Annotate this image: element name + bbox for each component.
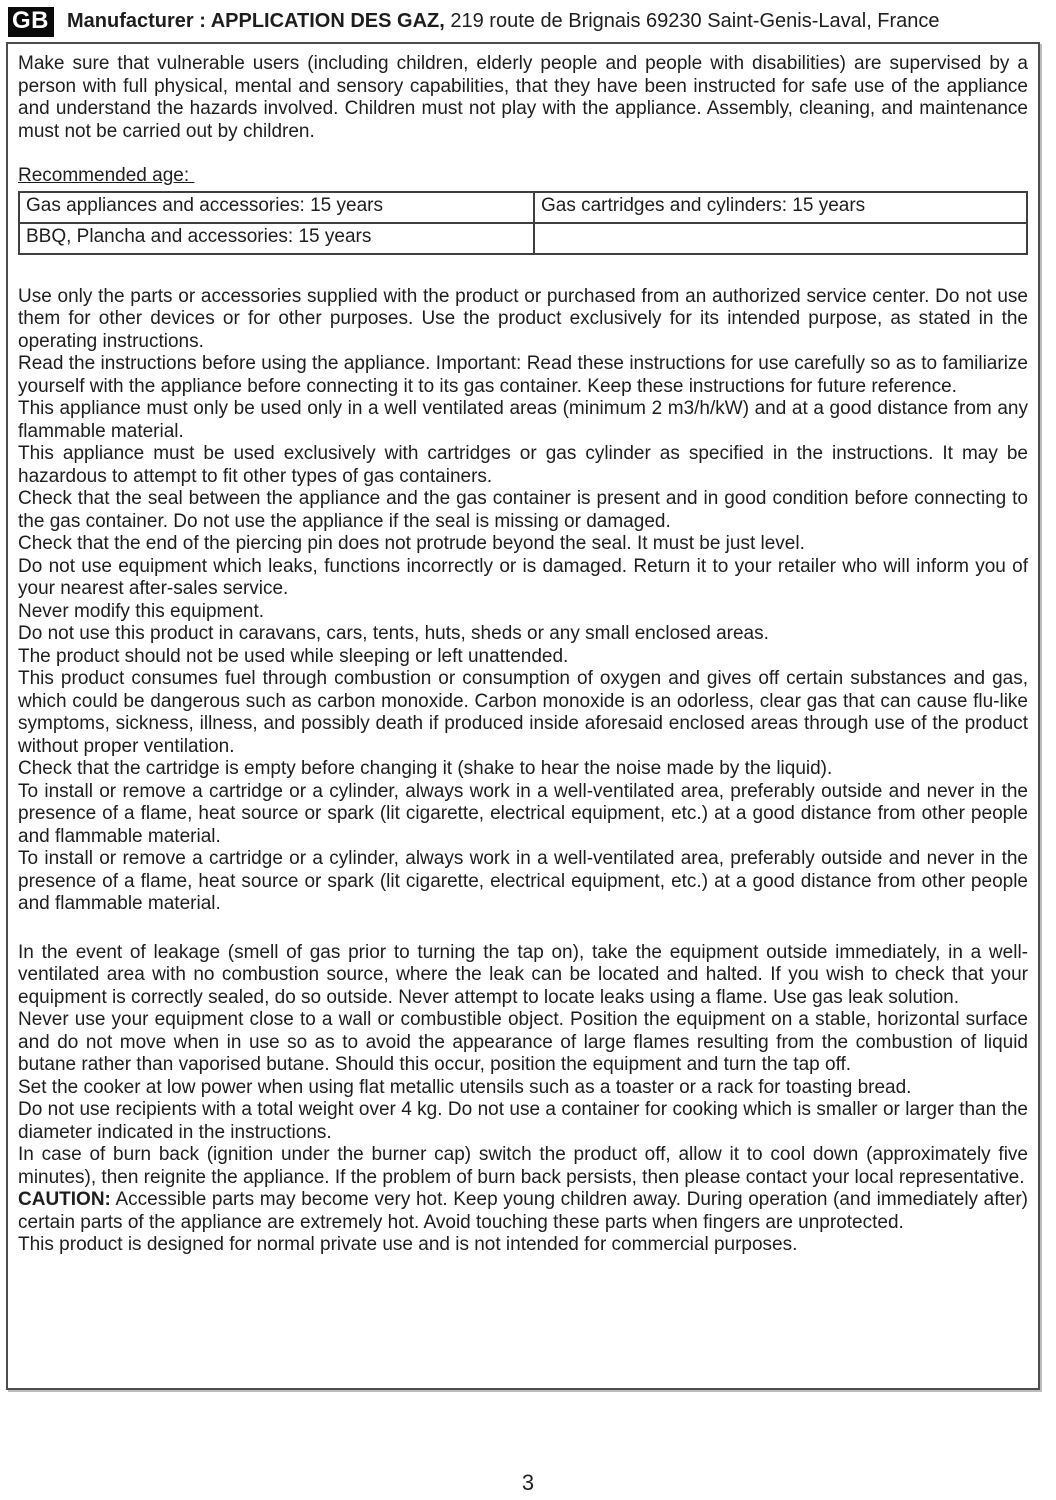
safety-paragraph-never-modify: Never modify this equipment. [18, 600, 265, 622]
vulnerable-users-paragraph: Make sure that vulnerable users (including children, elderly people and people with disabilities) are supervised by a person with full physical, mental and sensory capabilities, that they have been instructed for safe use of the appliance and understand the hazards involved. Children must not play with the appliance. Assembly, cleaning, and maintenance must not be carried out by children. [18, 53, 1028, 142]
safety-paragraph-low-power: Set the cooker at low power when using flat metallic utensils such as a toaster or a rack for toasting bread. [18, 1076, 912, 1098]
caution-label: CAUTION: [18, 1189, 111, 1210]
safety-paragraph-piercing-pin: Check that the end of the piercing pin does not protrude beyond the seal. It must be just level. [18, 533, 805, 554]
manufacturer-line [67, 10, 940, 33]
manufacturer-address: 219 route de Brignais 69230 Saint-Genis-Laval, France [444, 10, 940, 32]
recommended-age-heading-text: Recommended age: [18, 165, 195, 186]
closing-paragraph: This product is designed for normal private use and is not intended for commercial purposes. [18, 1234, 798, 1255]
safety-paragraph-carbon-monoxide: This product consumes fuel through combustion or consumption of oxygen and gives off certain substances and gas, which could be dangerous such as carbon monoxide. Carbon monoxide is an odorless, clear gas that can cause flu-like symptoms, sickness, illness, and possibly death if produced inside aforesaid enclosed areas through use of the product without proper ventilation. [18, 668, 1028, 757]
safety-paragraph-burn-back: In case of burn back (ignition under the burner cap) switch the product off, allow it to cool down (approximately five minutes), then reignite the appliance. If the problem of burn back persists, then please contact your local representative. [18, 1144, 1028, 1188]
page-footer [0, 1470, 1056, 1496]
age-cell-gas-appliances: Gas appliances and accessories: 15 years [19, 192, 534, 223]
safety-paragraph-enclosed-areas: Do not use this product in caravans, cars, tents, huts, sheds or any small enclosed areas. [18, 623, 769, 644]
safety-paragraph-install-remove-1: To install or remove a cartridge or a cylinder, always work in a well-ventilated area, preferably outside and never in the presence of a flame, heat source or spark (lit cigarette, electrical equipment, etc.) at a good distance from other people and flammable material. [18, 780, 1028, 847]
page-header [0, 0, 1056, 42]
age-cell-empty [534, 223, 1027, 254]
country-code-badge: GB [8, 7, 54, 37]
age-cell-gas-cartridges: Gas cartridges and cylinders: 15 years [534, 192, 1027, 223]
page-number: 3 [521, 1470, 535, 1495]
safety-paragraph-read-instructions: Read the instructions before using the appliance. Important: Read these instructions for use carefully so as to familiarize yourself with the appliance before connecting it to its gas container. Keep these instructions for future reference. [18, 353, 1028, 397]
safety-paragraph-leaking-equipment: Do not use equipment which leaks, functions incorrectly or is damaged. Return it to your retailer who will inform you of your nearest after-sales service. [18, 555, 1028, 599]
safety-instructions-box [6, 42, 1040, 1390]
table-row [19, 192, 1027, 223]
caution-paragraph [18, 1189, 1028, 1234]
safety-paragraph-check-seal: Check that the seal between the appliance and the gas container is present and in good condition before connecting to the gas container. Do not use the appliance if the seal is missing or damaged. [18, 488, 1028, 532]
safety-paragraph-cartridge-empty: Check that the cartridge is empty before changing it (shake to hear the noise made by the liquid). [18, 758, 833, 779]
safety-paragraph-ventilated-areas: This appliance must only be used only in a well ventilated areas (minimum 2 m3/h/kW) and at a good distance from any flammable material. [18, 398, 1028, 442]
manufacturer-label: Manufacturer : APPLICATION DES GAZ, [67, 10, 445, 32]
age-cell-bbq-plancha: BBQ, Plancha and accessories: 15 years [19, 223, 534, 254]
safety-paragraph-cartridges-specified: This appliance must be used exclusively with cartridges or gas cylinder as specified in the instructions. It may be hazardous to attempt to fit other types of gas containers. [18, 443, 1028, 487]
safety-paragraph-sleeping-unattended: The product should not be used while sleeping or left unattended. [18, 645, 569, 667]
table-row [19, 223, 1027, 254]
safety-paragraph-parts-accessories: Use only the parts or accessories supplied with the product or purchased from an authorized service center. Do not use them for other devices or for other purposes. Use the product exclusively for its intended purpose, as stated in the operating instructions. [18, 285, 1028, 352]
recommended-age-heading [18, 165, 1028, 188]
safety-paragraph-leakage: In the event of leakage (smell of gas prior to turning the tap on), take the equipment outside immediately, in a well-ventilated area with no combustion source, where the leak can be located and halted. If you wish to check that your equipment is correctly sealed, do so outside. Never attempt to locate leaks using a flame. Use gas leak solution. [18, 941, 1028, 1008]
recommended-age-table [18, 191, 1028, 255]
safety-paragraph-wall-combustible: Never use your equipment close to a wall or combustible object. Position the equipment on a stable, horizontal surface and do not move when in use so as to avoid the appearance of large flames resulting from the combustion of liquid butane rather than vaporised butane. Should this occur, position the equipment and turn the tap off. [18, 1009, 1028, 1075]
caution-text: Accessible parts may become very hot. Keep young children away. During operation (and immediately after) certain parts of the appliance are extremely hot. Avoid touching these parts when fingers are unprotected. [18, 1189, 1028, 1233]
safety-paragraph-recipients-weight: Do not use recipients with a total weight over 4 kg. Do not use a container for cooking which is smaller or larger than the diameter indicated in the instructions. [18, 1099, 1028, 1143]
safety-paragraph-install-remove-2: To install or remove a cartridge or a cylinder, always work in a well-ventilated area, preferably outside and never in the presence of a flame, heat source or spark (lit cigarette, electrical equipment, etc.) at a good distance from other people and flammable material. [18, 848, 1028, 914]
